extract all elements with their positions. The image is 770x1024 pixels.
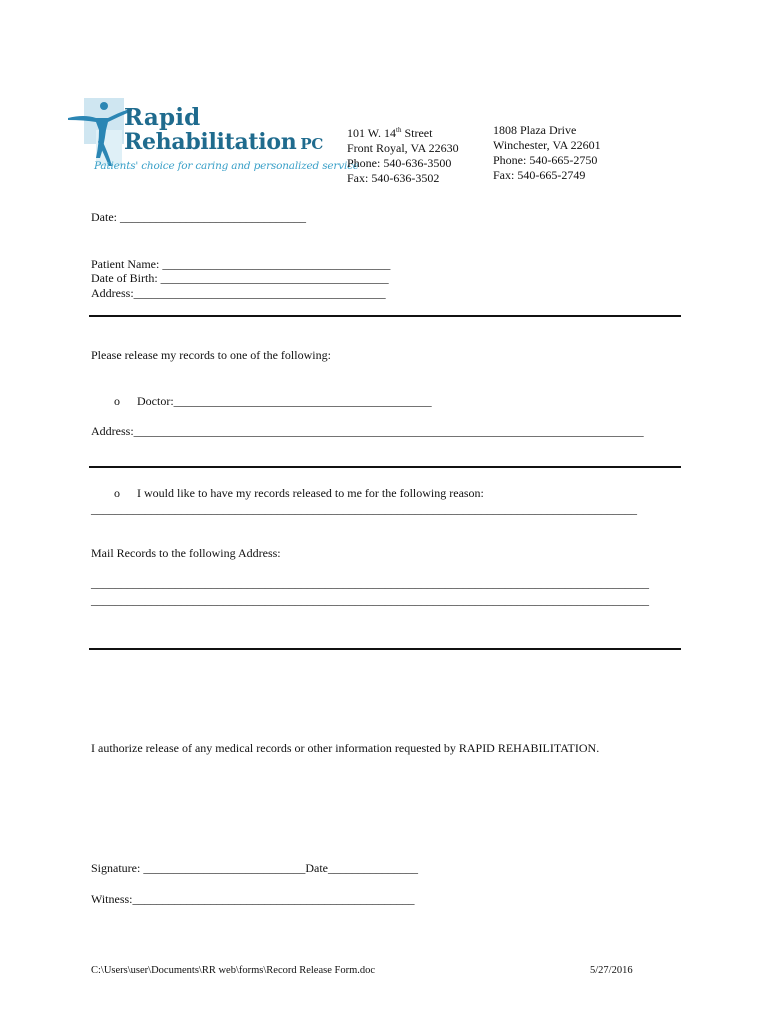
doctor-address-field[interactable]: Address:_____________________________________________________________________________________ (91, 424, 644, 438)
signature-date-field[interactable]: Signature: ___________________________Date_______________ (91, 861, 418, 875)
logo-name-line1: Rapid (124, 104, 201, 131)
section-divider (89, 648, 681, 650)
office-winchester (493, 123, 601, 183)
date-field[interactable]: Date: _______________________________ (91, 210, 306, 224)
mail-address-field-1[interactable]: _____________________________________________________________________________________________ (91, 576, 649, 590)
office1-phone: Phone: 540-636-3500 (347, 156, 452, 170)
self-release-text: I would like to have my records released to me for the following reason: (137, 486, 484, 500)
date-of-birth-field[interactable]: Date of Birth: ______________________________________ (91, 271, 389, 285)
logo-tagline: Patients' choice for caring and personalized service (94, 160, 359, 172)
doctor-field[interactable]: Doctor:___________________________________________ (137, 394, 432, 408)
logo-name-suffix: PC (300, 135, 324, 153)
reason-field[interactable]: ___________________________________________________________________________________________ (91, 502, 637, 516)
office2-city: Winchester, VA 22601 (493, 138, 601, 152)
patient-name-field[interactable]: Patient Name: ______________________________________ (91, 257, 391, 271)
office-front-royal (347, 123, 459, 186)
authorization-statement: I authorize release of any medical records or other information requested by RAPID REHABILITATION. (91, 741, 600, 755)
mail-prompt: Mail Records to the following Address: (91, 546, 281, 560)
option-checkbox-self[interactable]: o (114, 486, 120, 500)
section-divider (89, 315, 681, 317)
option-checkbox-doctor[interactable]: o (114, 394, 120, 408)
mail-address-field-2[interactable]: _____________________________________________________________________________________________ (91, 593, 649, 607)
office2-street: 1808 Plaza Drive (493, 123, 577, 137)
release-prompt: Please release my records to one of the following: (91, 348, 331, 362)
witness-field[interactable]: Witness:_______________________________________________ (91, 892, 415, 906)
patient-address-field[interactable]: Address:__________________________________________ (91, 286, 386, 300)
office1-fax: Fax: 540-636-3502 (347, 171, 440, 185)
company-logo (66, 96, 359, 186)
logo-name-main: Rehabilitation (124, 129, 297, 155)
office2-fax: Fax: 540-665-2749 (493, 168, 586, 182)
footer-date: 5/27/2016 (590, 965, 633, 976)
logo-name-line2 (124, 129, 323, 155)
office1-street: 101 W. 14th Street (347, 126, 433, 140)
office1-city: Front Royal, VA 22630 (347, 141, 459, 155)
office2-phone: Phone: 540-665-2750 (493, 153, 598, 167)
section-divider (89, 466, 681, 468)
footer-file-path: C:\Users\user\Documents\RR web\forms\Record Release Form.doc (91, 965, 376, 976)
